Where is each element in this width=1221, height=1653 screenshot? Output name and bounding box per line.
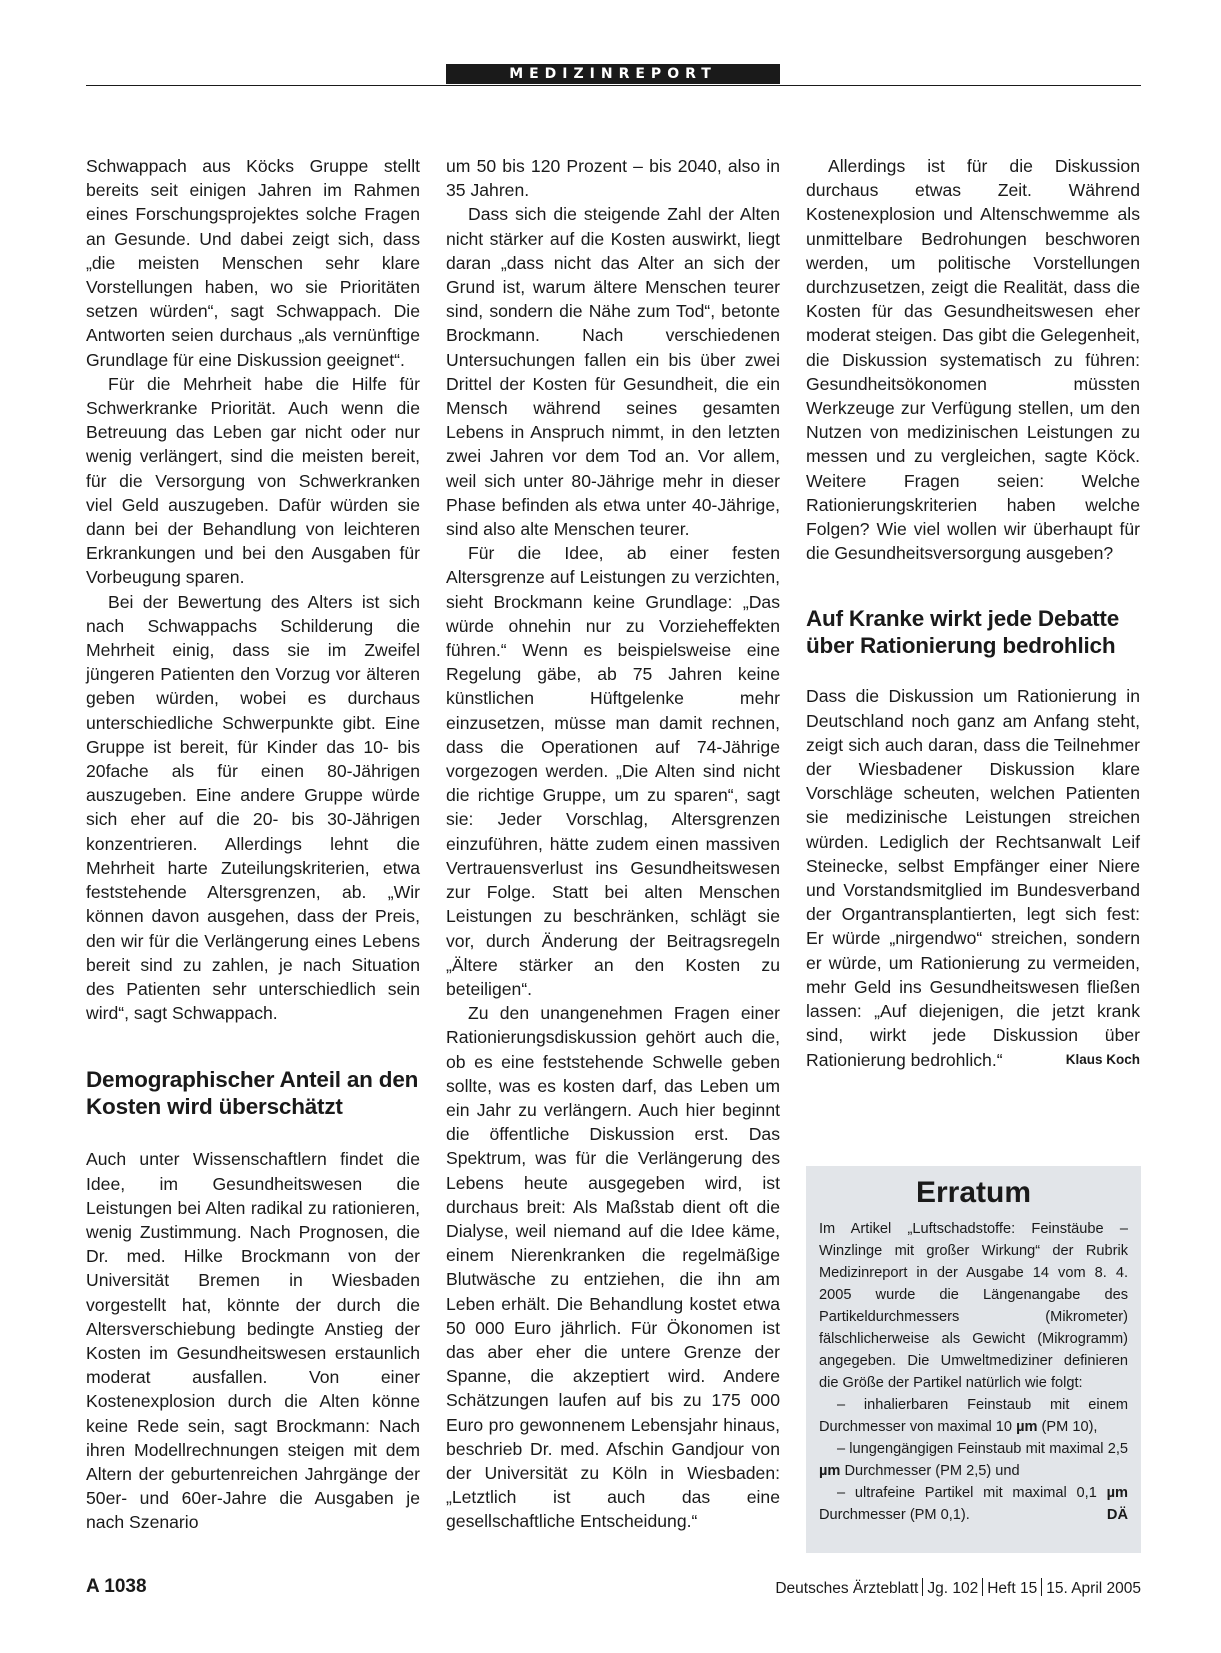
paragraph: Zu den unangenehmen Fragen einer Rationierungsdiskussion gehört auch die, ob es eine feststehende Schwelle geben sollte, was es kosten darf, das Leben um ein Jahr zu verlängern. Auch hier beginnt die öffentliche Diskussion erst. Das Spektrum, was für die Verlängerung des Lebens heute ausgegeben wird, ist durchaus breit: Als Maßstab dient oft die Dialyse, weil niemand auf die Idee käme, einem Nierenkranken die regelmäßige Blutwäsche zu entziehen, die ihn am Leben erhält. Die Behandlung kostet etwa 50 000 Euro jährlich. Für Ökonomen ist das aber eher die untere Grenze der Spanne, die akzeptiert wird. Andere Schätzungen laufen auf bis zu 175 000 Euro pro gewonnenem Lebensjahr hinaus, beschrieb Dr. med. Afschin Gandjour von der Universität zu Köln in Wiesbaden: „Letztlich ist auch das eine gesellschaftliche Entscheidung.“	[446, 1003, 780, 1532]
paragraph: Auch unter Wissenschaftlern findet die Idee, im Gesundheitswesen die Leistungen bei Alten radikal zu rationieren, wenig Zustimmung. Nach Prognosen, die Dr. med. Hilke Brockmann von der Universität Bremen in Wiesbaden vorgestellt hat, könnte der durch die Altersverschiebung bedingte Anstieg der Kosten im Gesundheitswesen erstaunlich moderat ausfallen. Von einer Kostenexplosion durch die Alten könne keine Rede sein, sagt Brockmann: Nach ihren Modellrechnungen steigen mit dem Altern der geburtenreichen Jahrgänge der 50er- und 60er-Jahre die Ausgaben je nach Szenario	[86, 1149, 420, 1533]
paragraph	[806, 684, 1140, 1071]
paragraph: Bei der Bewertung des Alters ist sich nach Schwappachs Schilderung die Mehrheit einig, dass sie im Zweifel jüngeren Patienten den Vorzug vor älteren geben würden, wobei es durchaus unterschiedliche Schwerpunkte gibt. Eine Gruppe ist bereit, für Kinder das 10- bis 20fache als für einen 80-Jährigen auszugeben. Eine andere Gruppe würde sich eher auf die 20- bis 30-Jährigen konzentrieren. Allerdings lehnt die Mehrheit harte Zuteilungskriterien, etwa feststehende Altersgrenzen, ab. „Wir können davon ausgehen, dass der Preis, den wir für die Verlängerung eines Lebens bereit sind zu zahlen, je nach Situation des Patienten sehr unterschiedlich sein wird“, sagt Schwappach.	[86, 591, 420, 1024]
column-3	[806, 154, 1140, 1072]
subheading: Demographischer Anteil an den Kosten wird überschätzt	[86, 1067, 419, 1120]
header-rule	[86, 85, 1141, 86]
section-header: MEDIZINREPORT	[446, 64, 780, 84]
page-number: A 1038	[86, 1576, 147, 1597]
journal-volume: Jg. 102	[927, 1580, 979, 1597]
separator	[1041, 1578, 1042, 1596]
erratum-box	[806, 1166, 1141, 1553]
erratum-intro: Im Artikel „Luftschadstoffe: Feinstäube – Winzlinge mit großer Wirkung“ der Rubrik Medizinreport in der Ausgabe 14 vom 8. 4. 2005 wurde die Längenangabe des Partikeldurchmessers (Mikrometer) fälschlicherweise als Gewicht (Mikrogramm) angegeben. Die Umweltmediziner definieren die Größe der Partikel natürlich wie folgt:	[819, 1221, 1128, 1391]
journal-name: Deutsches Ärzteblatt	[775, 1580, 919, 1597]
paragraph: Dass sich die steigende Zahl der Alten nicht stärker auf die Kosten auswirkt, liegt daran „dass nicht das Alter an sich der Grund ist, warum ältere Menschen teurer sind, sondern die Nähe zum Tod“, betonte Brockmann. Nach verschiedenen Untersuchungen fallen ein bis über zwei Drittel der Kosten für Gesundheit, die ein Mensch während seines gesamten Lebens in Anspruch nimmt, in den letzten zwei Jahren vor dem Tod an. Vor allem, weil sich unter 80-Jährige mehr in dieser Phase befinden als etwa unter 40-Jährige, sind also alte Menschen teurer.	[446, 204, 780, 540]
paragraph: Für die Mehrheit habe die Hilfe für Schwerkranke Priorität. Auch wenn die Betreuung das Leben gar nicht oder nur wenig verlängert, sind die meisten bereit, für die Versorgung von Schwerkranken viel Geld auszugeben. Dafür würden sie dann bei der Behandlung von leichteren Erkrankungen und bei den Ausgaben für Vorbeugung sparen.	[86, 373, 420, 588]
erratum-list-item: – lungengängigen Feinstaub mit maximal 2,5 µm Durchmesser (PM 2,5) und	[819, 1441, 1128, 1479]
erratum-body	[819, 1218, 1128, 1526]
paragraph: um 50 bis 120 Prozent – bis 2040, also in 35 Jahren.	[446, 156, 780, 201]
paragraph: Schwappach aus Köcks Gruppe stellt bereits seit einigen Jahren im Rahmen eines Forschungsprojektes solche Fragen an Gesunde. Und dabei zeigt sich, dass „die meisten Menschen sehr klare Vorstellungen haben, wo sie Prioritäten setzen würden“, sagt Schwappach. Die Antworten seien durchaus „als vernünftige Grundlage für eine Diskussion geeignet“.	[86, 156, 420, 370]
column-1	[86, 154, 420, 1535]
erratum-title: Erratum	[915, 1176, 1032, 1209]
paragraph: Allerdings ist für die Diskussion durchaus etwas Zeit. Während Kostenexplosion und Altenschwemme als unmittelbare Bedrohungen beschworen werden, um politische Vorstellungen durchzusetzen, zeigt die Realität, dass die Kosten für das Gesundheitswesen eher moderat steigen. Das gibt die Gelegenheit, die Diskussion systematisch zu führen: Gesundheitsökonomen müssten Werkzeuge zur Verfügung stellen, um den Nutzen von medizinischen Leistungen zu messen und zu vergleichen, sagte Köck. Weitere Fragen seien: Welche Rationierungskriterien haben welche Folgen? Wie viel wollen wir überhaupt für die Gesundheitsversorgung ausgeben?	[806, 156, 1140, 564]
journal-date: 15. April 2005	[1046, 1580, 1141, 1597]
separator	[922, 1578, 923, 1596]
journal-info	[775, 1578, 1141, 1598]
erratum-signature: DÄ	[1106, 1507, 1128, 1523]
column-2	[446, 154, 780, 1534]
erratum-list-item: – inhalierbaren Feinstaub mit einem Durchmesser von maximal 10 µm (PM 10),	[819, 1397, 1128, 1435]
paragraph: Für die Idee, ab einer festen Altersgrenze auf Leistungen zu verzichten, sieht Brockmann keine Grundlage: „Das würde ohnehin nur zu Vorzieheffekten führen.“ Wenn es beispielsweise eine Regelung gäbe, ab 75 Jahren keine künstlichen Hüftgelenke mehr einzusetzen, müsse man damit rechnen, dass die Operationen auf 74-Jährige vorgezogen werden. „Die Alten sind nicht die richtige Gruppe, um zu sparen“, sagt sie: Jeder Vorschlag, Altersgrenzen einzuführen, hätte zudem einen massiven Vertrauensverlust ins Gesundheitswesen zur Folge. Statt bei alten Menschen Leistungen zu beschränken, schlägt sie vor, durch Änderung der Beitragsregeln „Ältere stärker an den Kosten zu beteiligen“.	[446, 543, 780, 999]
separator	[982, 1578, 983, 1596]
paragraph-text: Dass die Diskussion um Rationierung in Deutschland noch ganz am Anfang steht, zeigt sich auch daran, dass die Teilnehmer der Wiesbadener Diskussion klare Vorschläge scheuten, welchen Patienten sie medizinische Leistungen streichen würden. Lediglich der Rechtsanwalt Leif Steinecke, selbst Empfänger einer Niere und Vorstandsmitglied im Bundesverband der Organtransplantierten, legt sich fest: Er würde „nirgendwo“ streichen, sondern er würde, um Rationierung zu vermeiden, mehr Geld ins Gesundheitswesen fließen lassen: „Auf diejenigen, die jetzt krank sind, wirkt jede Diskussion über Rationierung bedrohlich.“	[806, 686, 1140, 1070]
author-signature: Klaus Koch	[1065, 1051, 1140, 1067]
subheading: Auf Kranke wirkt jede Debatte über Rationierung bedrohlich	[806, 606, 1120, 659]
erratum-list-item: – ultrafeine Partikel mit maximal 0,1 µm Durchmesser (PM 0,1). DÄ	[819, 1482, 1128, 1526]
journal-issue: Heft 15	[987, 1580, 1038, 1597]
